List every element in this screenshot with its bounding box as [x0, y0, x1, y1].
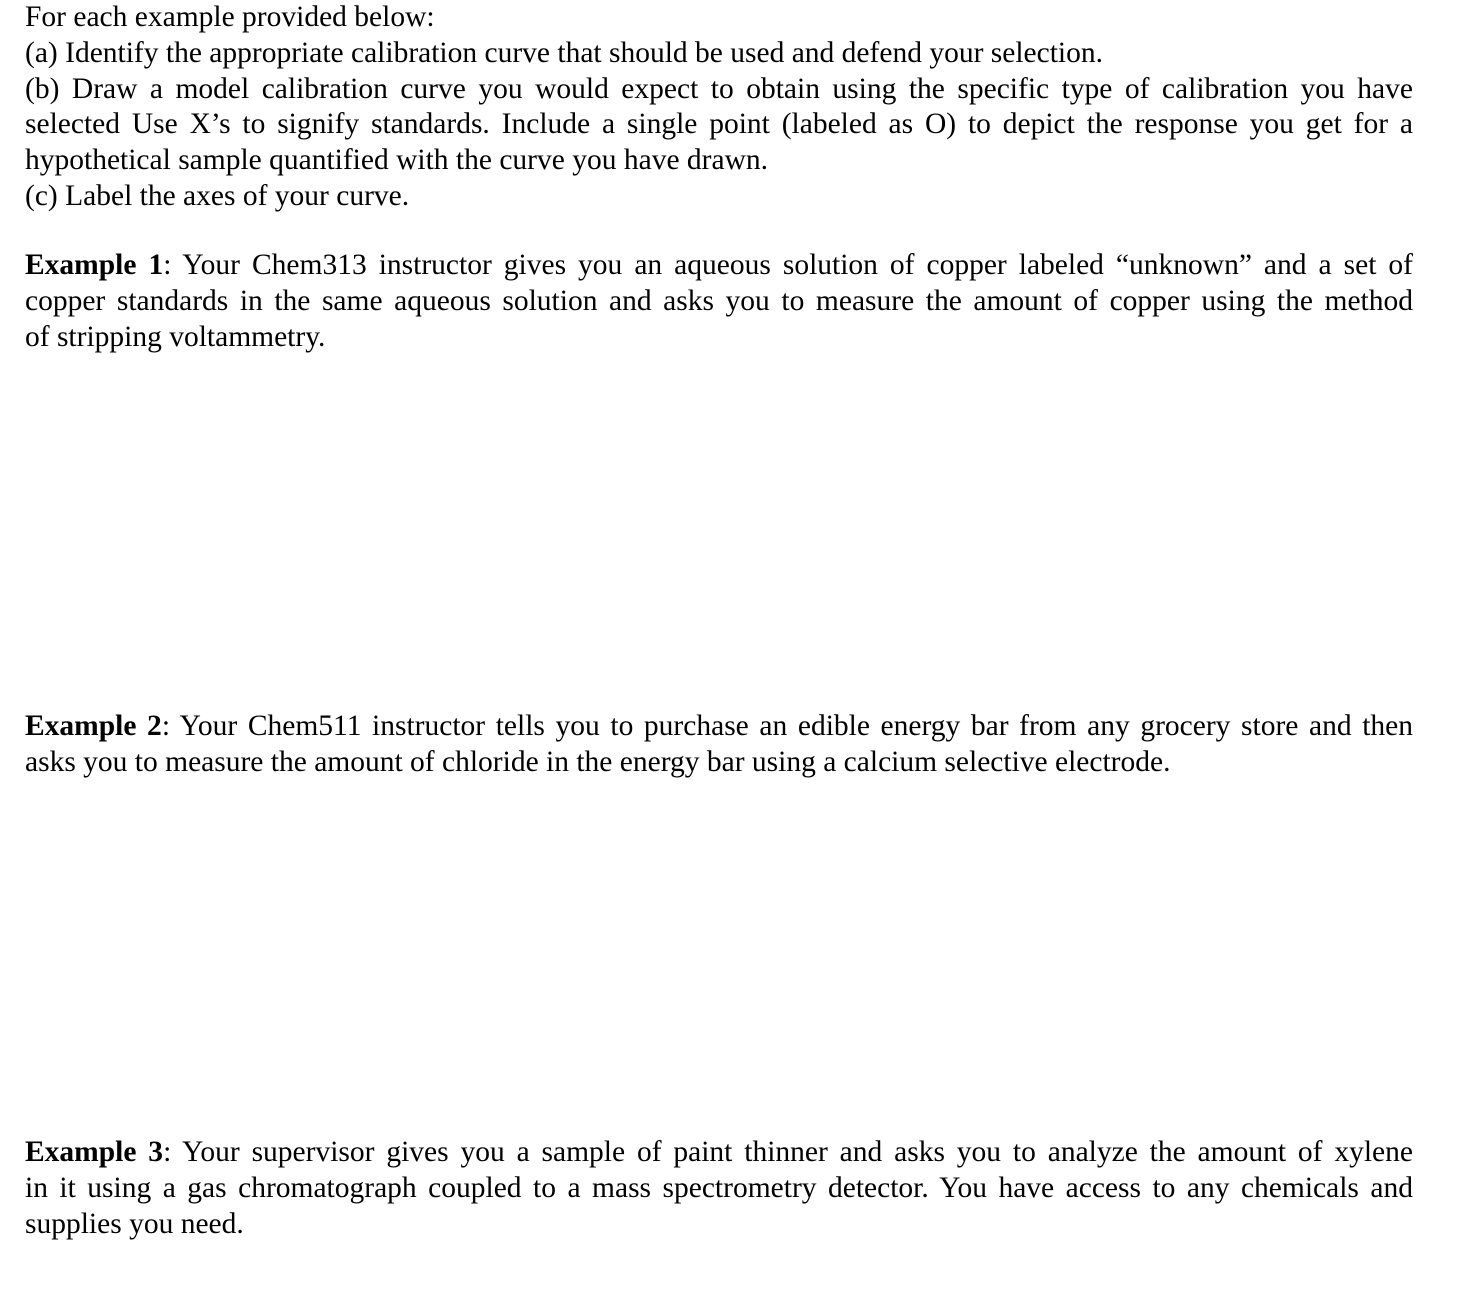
instructions-intro: For each example provided below: [25, 1, 435, 33]
example-1 [25, 248, 1413, 355]
example-1-line-2: copper standards in the same aqueous solution and asks you to measure the amount of copper using the method [25, 284, 1413, 317]
example-3-line-1 [25, 1135, 1413, 1171]
example-1-line-3: of stripping voltammetry. [25, 320, 326, 353]
example-1-label: Example 1 [25, 249, 164, 281]
example-2-label: Example 2 [25, 710, 162, 742]
example-1-text: : Your Chem313 instructor gives you an aqueous solution of copper labeled “unknown” and a set of [163, 249, 1413, 281]
example-2 [25, 709, 1413, 781]
example-3 [25, 1135, 1413, 1242]
instruction-b-line-3: hypothetical sample quantified with the curve you have drawn. [25, 144, 769, 177]
example-3-line-2: in it using a gas chromatograph coupled to a mass spectrometry detector. You have access to any chemicals and [25, 1171, 1413, 1204]
instruction-c: (c) Label the axes of your curve. [25, 179, 410, 212]
example-3-text: : Your supervisor gives you a sample of paint thinner and asks you to analyze the amount of xylene [163, 1136, 1413, 1168]
example-2-line-1 [25, 709, 1413, 745]
example-3-line-3: supplies you need. [25, 1207, 244, 1240]
instruction-a: (a) Identify the appropriate calibration curve that should be used and defend your selection. [25, 36, 1103, 69]
example-1-line-1 [25, 248, 1413, 284]
instruction-b-line-2: selected Use X’s to signify standards. Include a single point (labeled as O) to depict the response you get for a [25, 108, 1413, 141]
instructions-block [25, 0, 1413, 215]
example-2-text: : Your Chem511 instructor tells you to purchase an edible energy bar from any grocery store and then [161, 710, 1413, 742]
example-3-label: Example 3 [25, 1136, 164, 1168]
instruction-b-line-1: (b) Draw a model calibration curve you would expect to obtain using the specific type of calibration you have [25, 72, 1413, 105]
example-2-line-2: asks you to measure the amount of chloride in the energy bar using a calcium selective electrode. [25, 745, 1171, 778]
